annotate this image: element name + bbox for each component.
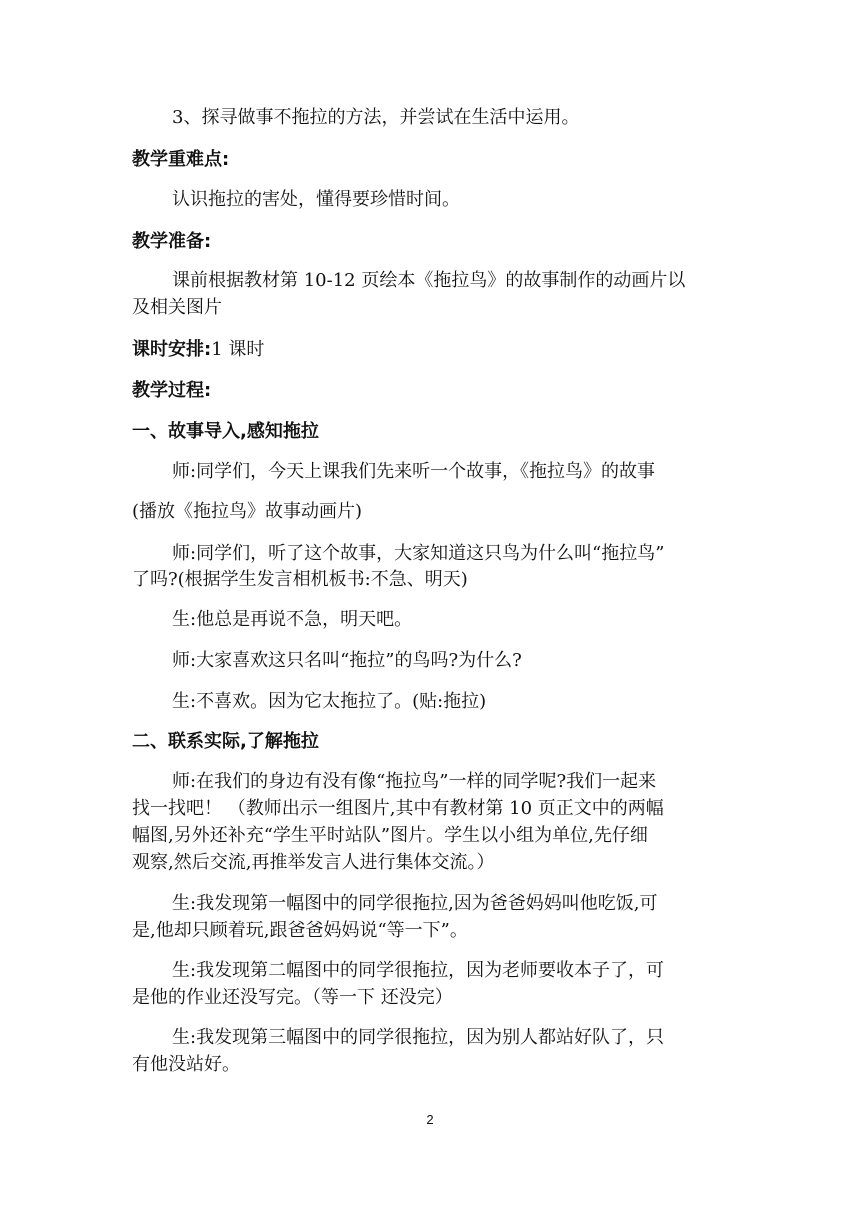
paragraph-line: 生:不喜欢。因为它太拖拉了。(贴:拖拉) bbox=[172, 691, 487, 712]
schedule-line bbox=[132, 336, 732, 363]
heading-key-points: 教学重难点: bbox=[132, 149, 230, 170]
paragraph-line: 找一找吧！ （教师出示一组图片,其中有教材第 10 页正文中的两幅 bbox=[132, 798, 664, 819]
paragraph-line: 是他的作业还没写完。（等一下 还没完） bbox=[132, 987, 453, 1008]
paragraph-line: 生:我发现第一幅图中的同学很拖拉,因为爸爸妈妈叫他吃饭,可 bbox=[172, 893, 658, 914]
paragraph-line: 师:大家喜欢这只名叫“拖拉”的鸟吗?为什么? bbox=[172, 650, 522, 671]
paragraph-line: 了吗?(根据学生发言相机板书:不急、明天) bbox=[132, 569, 468, 590]
schedule-value: 1 课时 bbox=[211, 339, 265, 360]
heading-preparation: 教学准备: bbox=[132, 231, 212, 252]
paragraph-line: 师:同学们，听了这个故事，大家知道这只鸟为什么叫“拖拉鸟” bbox=[172, 543, 665, 564]
heading-schedule: 课时安排: bbox=[132, 339, 212, 360]
objective-3: 3、探寻做事不拖拉的方法，并尝试在生活中运用。 bbox=[172, 107, 580, 128]
paragraph-line: 师:在我们的身边有没有像“拖拉鸟”一样的同学呢?我们一起来 bbox=[172, 771, 657, 792]
paragraph-line: 是,他却只顾着玩,跟爸爸妈妈说“等一下”。 bbox=[132, 920, 468, 941]
preparation-line-2: 及相关图片 bbox=[132, 297, 222, 318]
paragraph-line: 生:我发现第二幅图中的同学很拖拉，因为老师要收本子了，可 bbox=[172, 960, 665, 981]
paragraph-line: 观察,然后交流,再推举发言人进行集体交流。） bbox=[132, 852, 495, 873]
paragraph-line: (播放《拖拉鸟》故事动画片) bbox=[132, 501, 363, 522]
key-points-text: 认识拖拉的害处，懂得要珍惜时间。 bbox=[172, 189, 460, 210]
page-number: 2 bbox=[426, 1112, 434, 1127]
paragraph-line: 生:我发现第三幅图中的同学很拖拉，因为别人都站好队了，只 bbox=[172, 1027, 665, 1048]
section-1-heading: 一、故事导入,感知拖拉 bbox=[132, 421, 319, 442]
paragraph-line: 幅图,另外还补充“学生平时站队”图片。学生以小组为单位,先仔细 bbox=[132, 825, 648, 846]
paragraph-line: 有他没站好。 bbox=[132, 1054, 240, 1075]
paragraph-line: 生:他总是再说不急，明天吧。 bbox=[172, 609, 413, 630]
paragraph-line: 师:同学们，今天上课我们先来听一个故事，《拖拉鸟》的故事 bbox=[172, 461, 656, 482]
preparation-line-1: 课前根据教材第 10-12 页绘本《拖拉鸟》的故事制作的动画片以 bbox=[172, 270, 686, 291]
heading-process: 教学过程: bbox=[132, 380, 212, 401]
section-2-heading: 二、联系实际,了解拖拉 bbox=[132, 731, 319, 752]
